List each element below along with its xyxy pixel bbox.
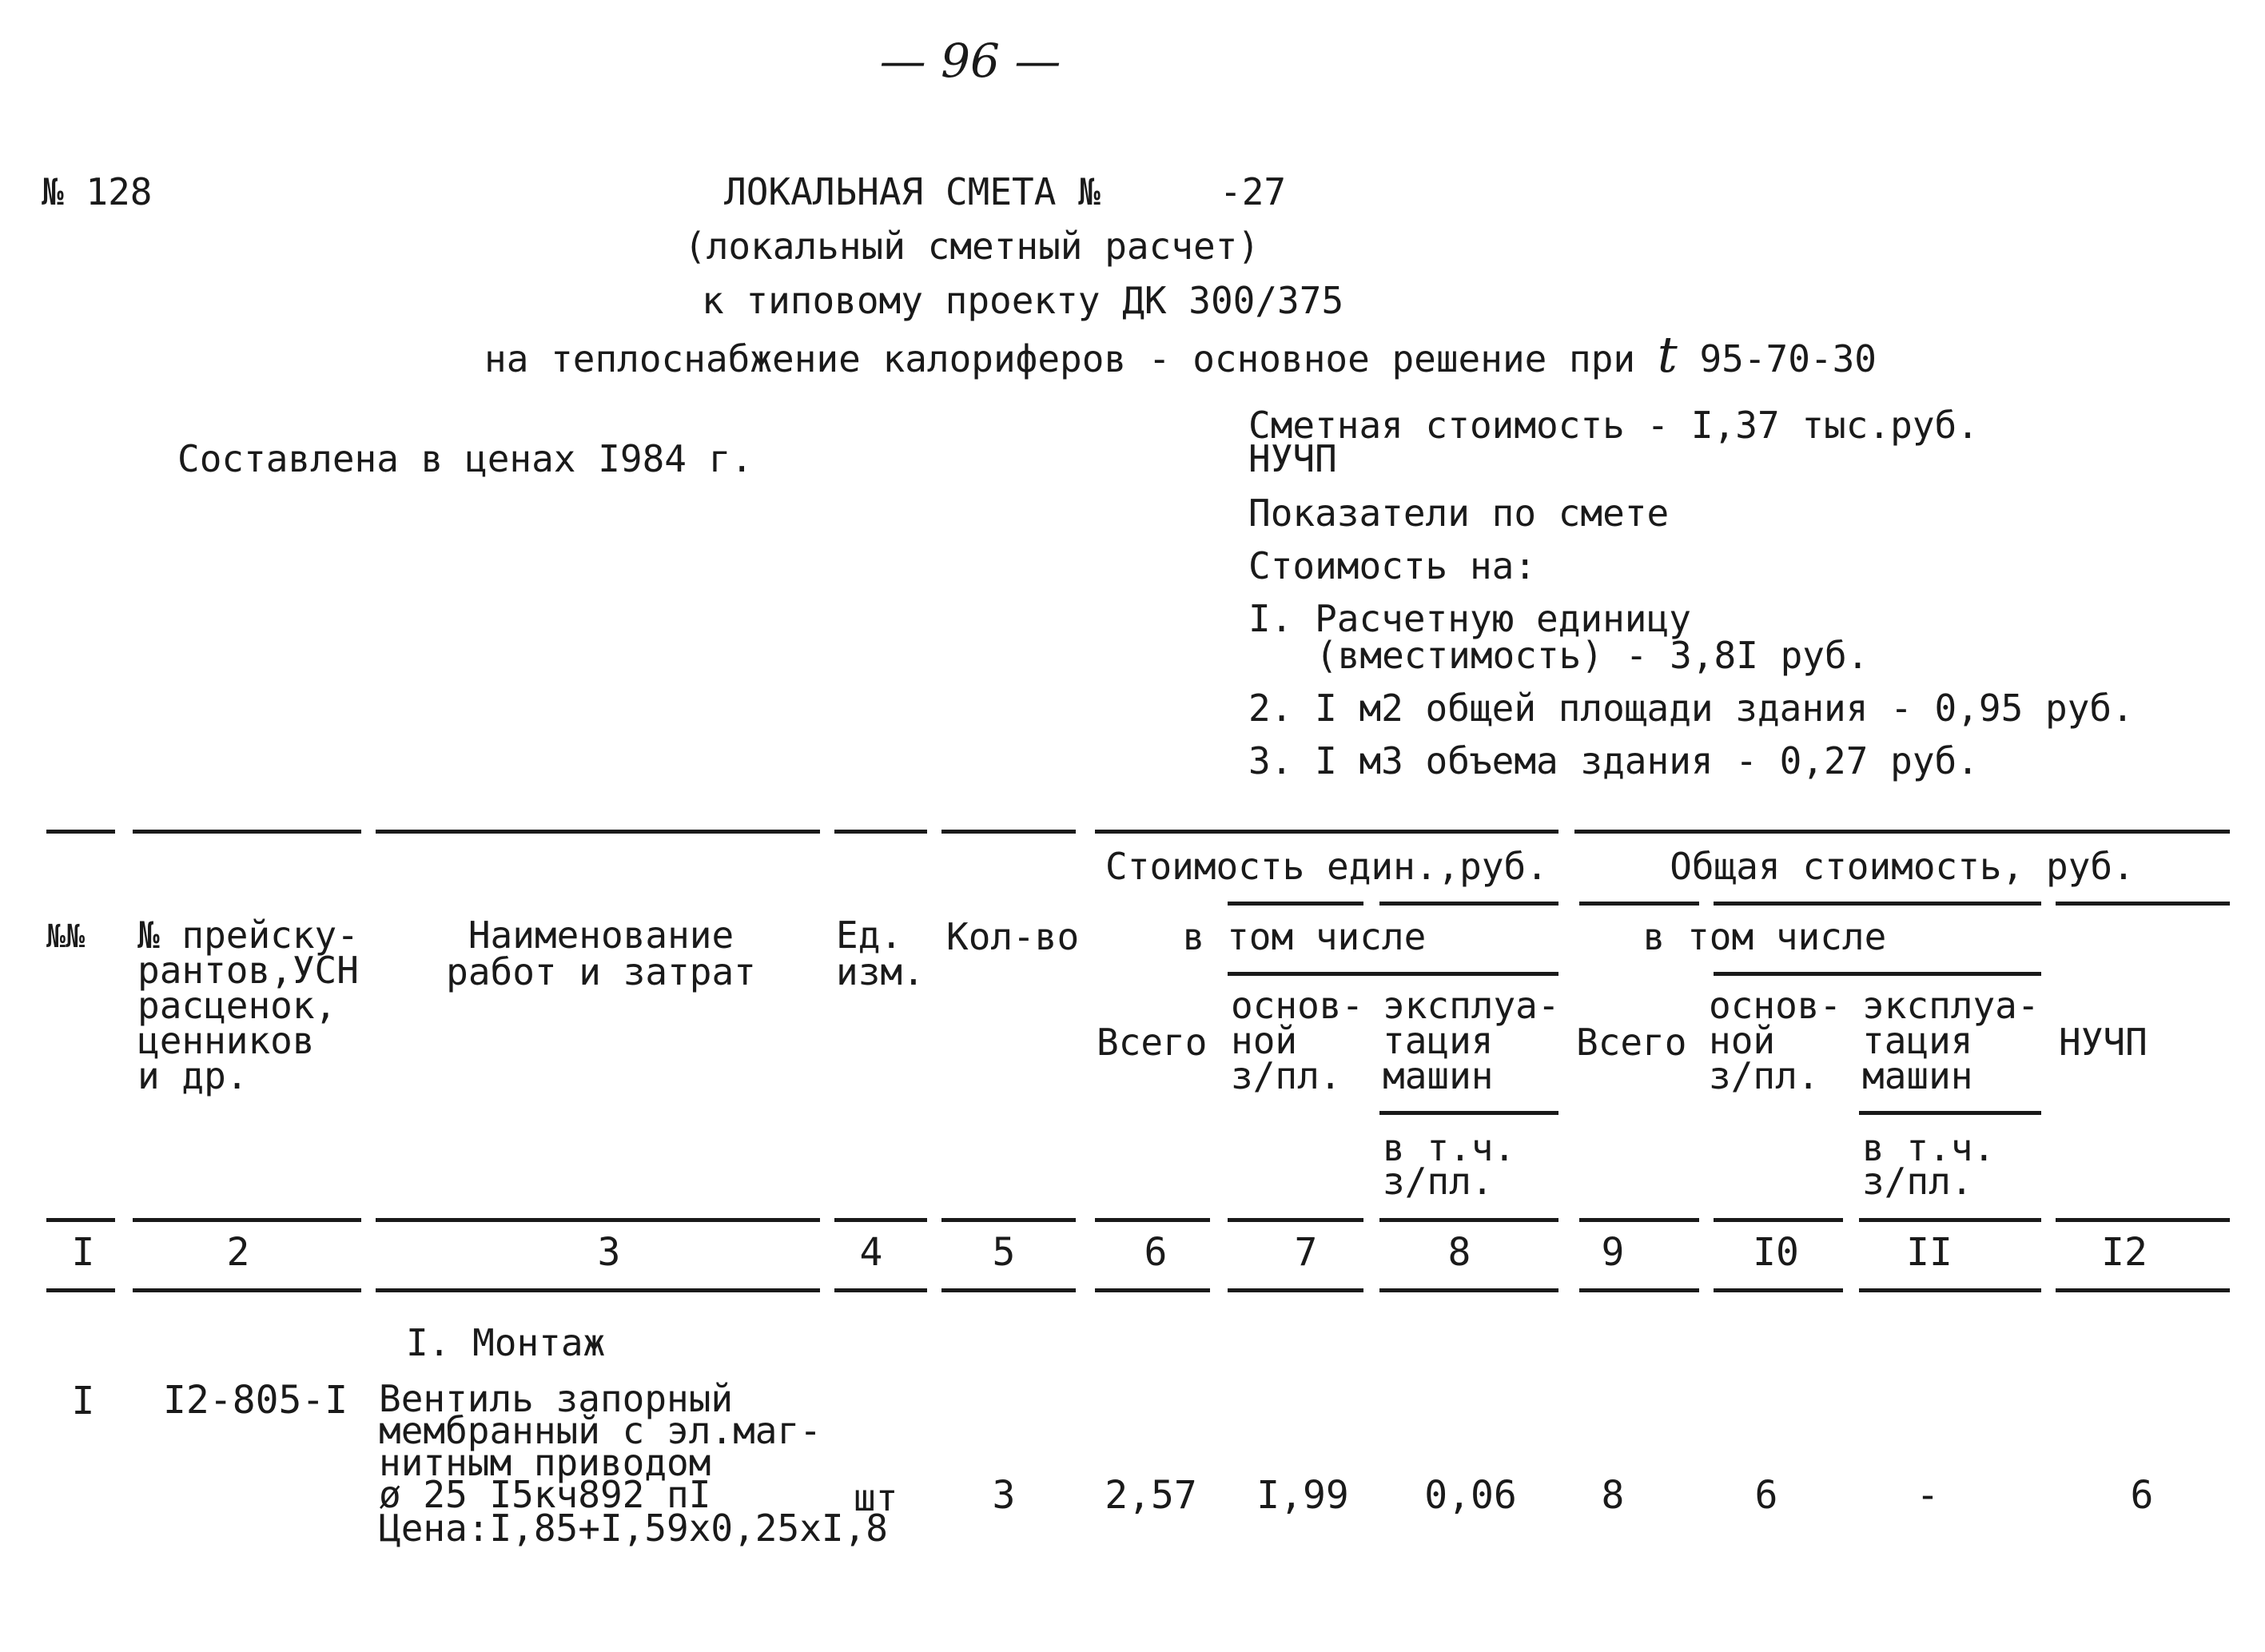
rule-under-unit-incl [1228,972,1558,976]
numbers-top-rule-col1 [46,1218,115,1222]
col-header-number: №№ [46,918,86,955]
column-number-2: 2 [226,1230,250,1275]
column-number-10: I0 [1753,1230,1799,1275]
column-number-9: 9 [1601,1230,1625,1275]
rule-under-unit-group-a [1228,902,1363,906]
estimated-cost: Сметная стоимость - I,37 тыс.руб. [1248,404,1979,447]
col-header-total-base-pay-3: з/пл. [1709,1054,1820,1097]
header-top-rule-col1 [46,830,115,834]
col-header-unit-base-pay-1: основ- [1231,984,1364,1027]
indicator-1b: (вместимость) - 3,8I руб. [1316,634,1869,677]
unit-incl-pay-2: з/пл. [1383,1160,1494,1203]
rule-under-unit-group-b [1379,902,1558,906]
numbers-top-rule-col3 [376,1218,820,1222]
indicator-2: 2. I м2 общей площади здания - 0,95 руб. [1248,687,2134,730]
indicator-3: 3. I м3 объема здания - 0,27 руб. [1248,739,1979,782]
column-number-8: 8 [1447,1230,1471,1275]
numbers-bottom-rule-col3 [376,1288,820,1292]
row-name-line-5: Цена:I,85+I,59x0,25xI,8 [379,1507,888,1550]
numbers-top-rule-col2 [133,1218,361,1222]
rule-under-unit-machines [1379,1111,1558,1115]
row-unit-total: 2,57 [1105,1473,1197,1518]
section-title: I. Монтаж [406,1321,606,1364]
header-top-rule-col3 [376,830,820,834]
total-incl-header: в том числе [1642,915,1887,958]
col-header-nuchp: НУЧП [2059,1021,2148,1064]
row-unit-machines: 0,06 [1424,1473,1517,1518]
numbers-top-rule-col12 [2056,1218,2230,1222]
header-top-rule-unit [1095,830,1558,834]
header-top-rule-col2 [133,830,361,834]
numbers-top-rule-col4 [834,1218,927,1222]
col-header-unit-base-pay-2: ной [1231,1019,1298,1062]
numbers-top-rule-col9 [1579,1218,1699,1222]
row-quantity: 3 [992,1473,1016,1518]
col-header-price-list-4: ценников [137,1019,315,1062]
unit-incl-pay-1: в т.ч. [1383,1126,1516,1169]
row-number: I [71,1379,95,1423]
row-price-code: I2-805-I [163,1378,348,1423]
col-header-price-list-5: и др. [137,1054,249,1097]
unit-incl-header: в том числе [1182,915,1427,958]
numbers-top-rule-col7 [1228,1218,1363,1222]
total-incl-pay-2: з/пл. [1862,1160,1973,1203]
summary-nuchp: НУЧП [1248,437,1337,480]
col-header-total-machines-1: эксплуа- [1862,984,2040,1027]
col-header-total-machines-2: тация [1862,1019,1973,1062]
numbers-bottom-rule-col7 [1228,1288,1363,1292]
numbers-bottom-rule-col2 [133,1288,361,1292]
col-header-unit-total: Всего [1097,1021,1208,1064]
col-header-total-base-pay-1: основ- [1709,984,1842,1027]
rule-under-total-group-b [1714,902,2041,906]
col-header-unit-2: изм. [836,950,925,993]
total-incl-pay-1: в т.ч. [1862,1126,1996,1169]
numbers-bottom-rule-col6 [1095,1288,1210,1292]
indicator-1a: I. Расчетную единицу [1248,597,1691,640]
numbers-top-rule-col5 [941,1218,1076,1222]
row-unit: шт [854,1476,898,1519]
rule-under-total-incl [1714,972,2041,976]
col-header-name-1: Наименование [468,914,734,957]
rule-under-total-group-c [2056,902,2230,906]
row-total: 8 [1601,1473,1625,1518]
column-number-6: 6 [1144,1230,1168,1275]
rule-under-total-machines [1859,1111,2041,1115]
numbers-top-rule-col8 [1379,1218,1558,1222]
temperature-symbol: t [1657,325,1678,384]
numbers-bottom-rule-col5 [941,1288,1076,1292]
header-top-rule-col4 [834,830,927,834]
document-number: -27 [1220,170,1287,213]
project-description [484,325,1877,384]
price-basis-note: Составлена в ценах I984 г. [177,437,754,480]
col-header-total-machines-3: машин [1862,1054,1973,1097]
row-unit-base-pay: I,99 [1256,1473,1349,1518]
col-header-total-base-pay-2: ной [1709,1019,1776,1062]
col-header-unit-machines-2: тация [1383,1019,1494,1062]
column-number-11: II [1906,1230,1953,1275]
numbers-bottom-rule-col12 [2056,1288,2230,1292]
row-name-line-3: нитным приводом [379,1441,711,1484]
col-header-unit-machines-1: эксплуа- [1383,984,1560,1027]
col-header-price-list-1: № прейску- [137,914,359,957]
total-cost-group-header: Общая стоимость, руб. [1670,845,2135,888]
numbers-bottom-rule-col11 [1859,1288,2041,1292]
header-top-rule-col5 [941,830,1076,834]
row-total-machines: - [1916,1473,1940,1518]
numbers-bottom-rule-col9 [1579,1288,1699,1292]
column-number-12: I2 [2101,1230,2148,1275]
project-reference: к типовому проекту ДК 300/375 [702,279,1344,322]
col-header-quantity: Кол-во [946,915,1080,958]
col-header-unit-machines-3: машин [1383,1054,1494,1097]
header-top-rule-total [1574,830,2230,834]
numbers-bottom-rule-col1 [46,1288,115,1292]
col-header-name-2: работ и затрат [446,950,756,993]
project-description-text: на теплоснабжение калориферов - основное решение при [484,337,1636,380]
numbers-bottom-rule-col4 [834,1288,927,1292]
row-name-line-4: ø 25 I5кч892 пI [379,1473,711,1516]
column-number-1: I [71,1230,95,1275]
column-number-5: 5 [992,1230,1016,1275]
numbers-top-rule-col10 [1714,1218,1843,1222]
rule-under-total-group-a [1579,902,1699,906]
document-heading: ЛОКАЛЬНАЯ СМЕТА № [724,170,1101,213]
row-total-base-pay: 6 [1754,1473,1778,1518]
numbers-bottom-rule-col10 [1714,1288,1843,1292]
form-number: № 128 [42,170,153,213]
indicators-heading: Показатели по смете [1248,492,1670,535]
col-header-unit-base-pay-3: з/пл. [1231,1054,1342,1097]
column-number-4: 4 [859,1230,883,1275]
cost-per-heading: Стоимость на: [1248,544,1537,587]
row-name-line-2: мембранный с эл.маг- [379,1409,822,1452]
numbers-top-rule-col6 [1095,1218,1210,1222]
numbers-bottom-rule-col8 [1379,1288,1558,1292]
numbers-top-rule-col11 [1859,1218,2041,1222]
document-subheading: (локальный сметный расчет) [684,225,1260,268]
page-number: — 96 — [879,34,1061,88]
col-header-price-list-3: расценок, [137,984,337,1027]
row-name-line-1: Вентиль запорный [379,1377,734,1420]
col-header-unit-1: Ед. [836,914,903,957]
unit-cost-group-header: Стоимость един.,руб. [1105,845,1548,888]
col-header-total: Всего [1576,1021,1687,1064]
column-number-7: 7 [1294,1230,1318,1275]
col-header-price-list-2: рантов,УСН [137,949,359,992]
column-number-3: 3 [597,1230,621,1275]
temperature-schedule: 95-70-30 [1699,337,1877,380]
row-nuchp: 6 [2130,1473,2154,1518]
